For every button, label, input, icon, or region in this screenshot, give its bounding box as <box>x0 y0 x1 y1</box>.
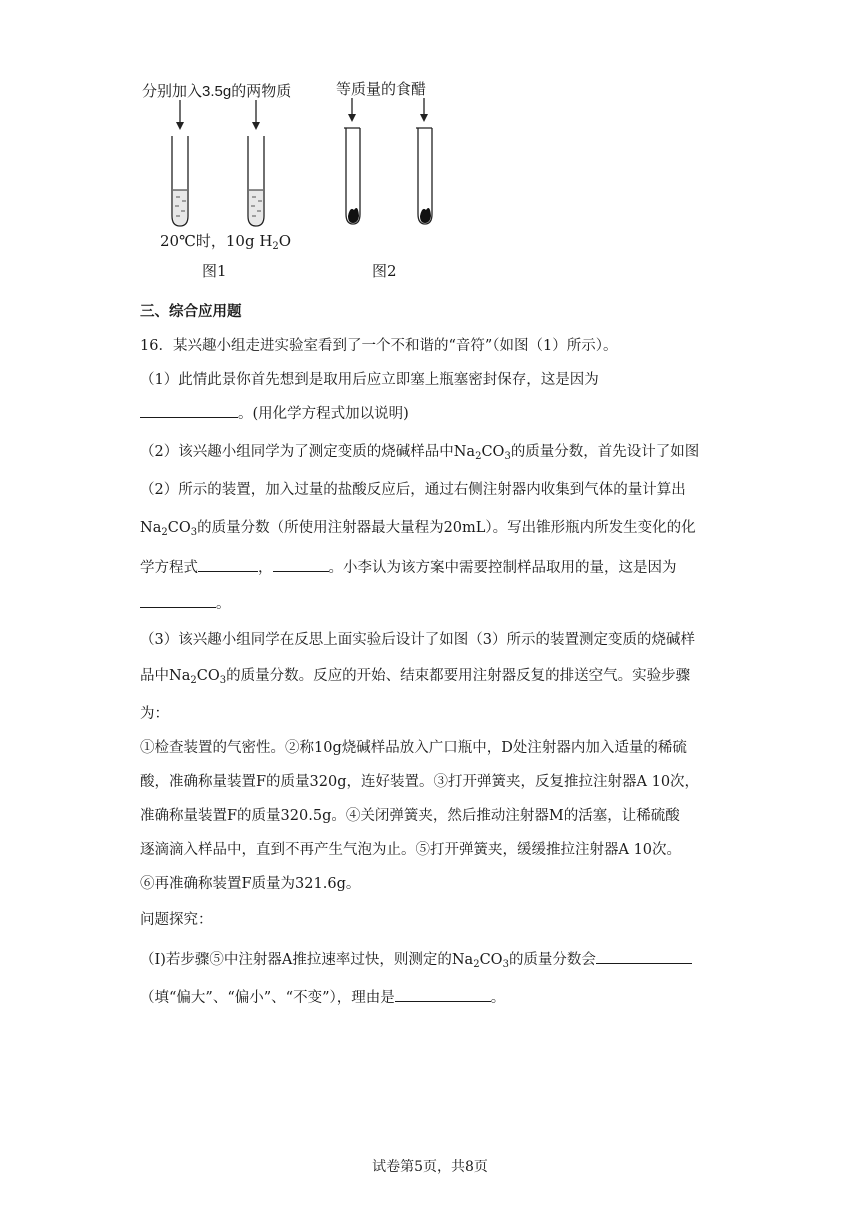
figure-label-water: 20℃时，10g $H_2O$ <box>160 232 292 252</box>
answer-blank[interactable] <box>140 403 238 418</box>
steps-line-3: 准确称量装置F的质量320.5g。④关闭弹簧夹，然后推动注射器M的活塞，让稀硫酸 <box>140 808 680 824</box>
steps-line-1: ①检查装置的气密性。②称10g烧碱样品放入广口瓶中，D处注射器内加入适量的稀硫 <box>140 740 687 756</box>
question-16-part2-line1: （2）该兴趣小组同学为了测定变质的烧碱样品中$Na_2CO_3$的质量分数，首先设计了如图 <box>140 444 700 462</box>
question-16-part2-line3: $Na_2CO_3$的质量分数（所使用注射器最大量程为20mL）。写出锥形瓶内所发生变化的化 <box>140 520 696 538</box>
page-footer: 试卷第5页，共8页 <box>372 1159 488 1175</box>
question-16-part1-line1: （1）此情此景你首先想到是取用后应立即塞上瓶塞密封保存，这是因为 <box>140 372 599 388</box>
figure-label-add: 分别加入3.5g的两物质 <box>142 83 292 100</box>
test-tubes-diagram <box>140 70 460 290</box>
answer-blank[interactable] <box>198 557 258 572</box>
steps-line-4: 逐滴滴入样品中，直到不再产生气泡为止。⑤打开弹簧夹，缓缓推拉注射器A 10次。 <box>140 842 682 858</box>
explore-line-1: （Ⅰ)若步骤⑤中注射器A推拉速率过快，则测定的$Na_2CO_3$的质量分数会 <box>140 948 692 970</box>
question-16-part3-line3: 为： <box>140 706 169 722</box>
question-16-part2-line5: 。 <box>140 592 231 613</box>
experiment-figure <box>140 70 460 290</box>
explore-line-2: （填“偏大”、“偏小”、“不变”），理由是 。 <box>140 986 505 1007</box>
answer-blank[interactable] <box>140 593 216 608</box>
question-16-part2-line2: （2）所示的装置，加入过量的盐酸反应后，通过右侧注射器内收集到气体的量计算出 <box>140 482 686 498</box>
question-16-part3-line2: 品中$Na_2CO_3$的质量分数。反应的开始、结束都要用注射器反复的排送空气。实验步骤 <box>140 668 691 686</box>
question-16-part2-line4: 学方程式 ， 。小李认为该方案中需要控制样品取用的量，这是因为 <box>140 556 677 577</box>
explore-heading: 问题探究： <box>140 912 213 928</box>
steps-line-5: ⑥再准确称装置F质量为321.6g。 <box>140 876 361 892</box>
formula-na2co3: $Na_2CO_3$ <box>140 520 198 538</box>
steps-line-2: 酸，准确称量装置F的质量320g，连好装置。③打开弹簧夹，反复推拉注射器A 10次， <box>140 774 700 790</box>
question-16-part1-line2: 。(用化学方程式加以说明) <box>140 402 409 423</box>
answer-blank[interactable] <box>596 949 692 964</box>
question-16-intro: 16．某兴趣小组走进实验室看到了一个不和谐的“音符”（如图（1）所示）。 <box>140 338 618 354</box>
formula-na2co3: $Na_2CO_3$ <box>169 668 227 686</box>
answer-blank[interactable] <box>395 987 491 1002</box>
formula-na2co3: $Na_2CO_3$ <box>451 952 509 970</box>
answer-blank[interactable] <box>273 557 329 572</box>
figure-caption-2: 图2 <box>372 262 397 280</box>
section-title: 三、综合应用题 <box>140 303 242 320</box>
figure-caption-1: 图1 <box>202 262 227 280</box>
figure-label-vinegar: 等质量的食醋 <box>336 81 427 98</box>
formula-na2co3: $Na_2CO_3$ <box>453 444 511 462</box>
question-16-part3-line1: （3）该兴趣小组同学在反思上面实验后设计了如图（3）所示的装置测定变质的烧碱样 <box>140 632 695 648</box>
